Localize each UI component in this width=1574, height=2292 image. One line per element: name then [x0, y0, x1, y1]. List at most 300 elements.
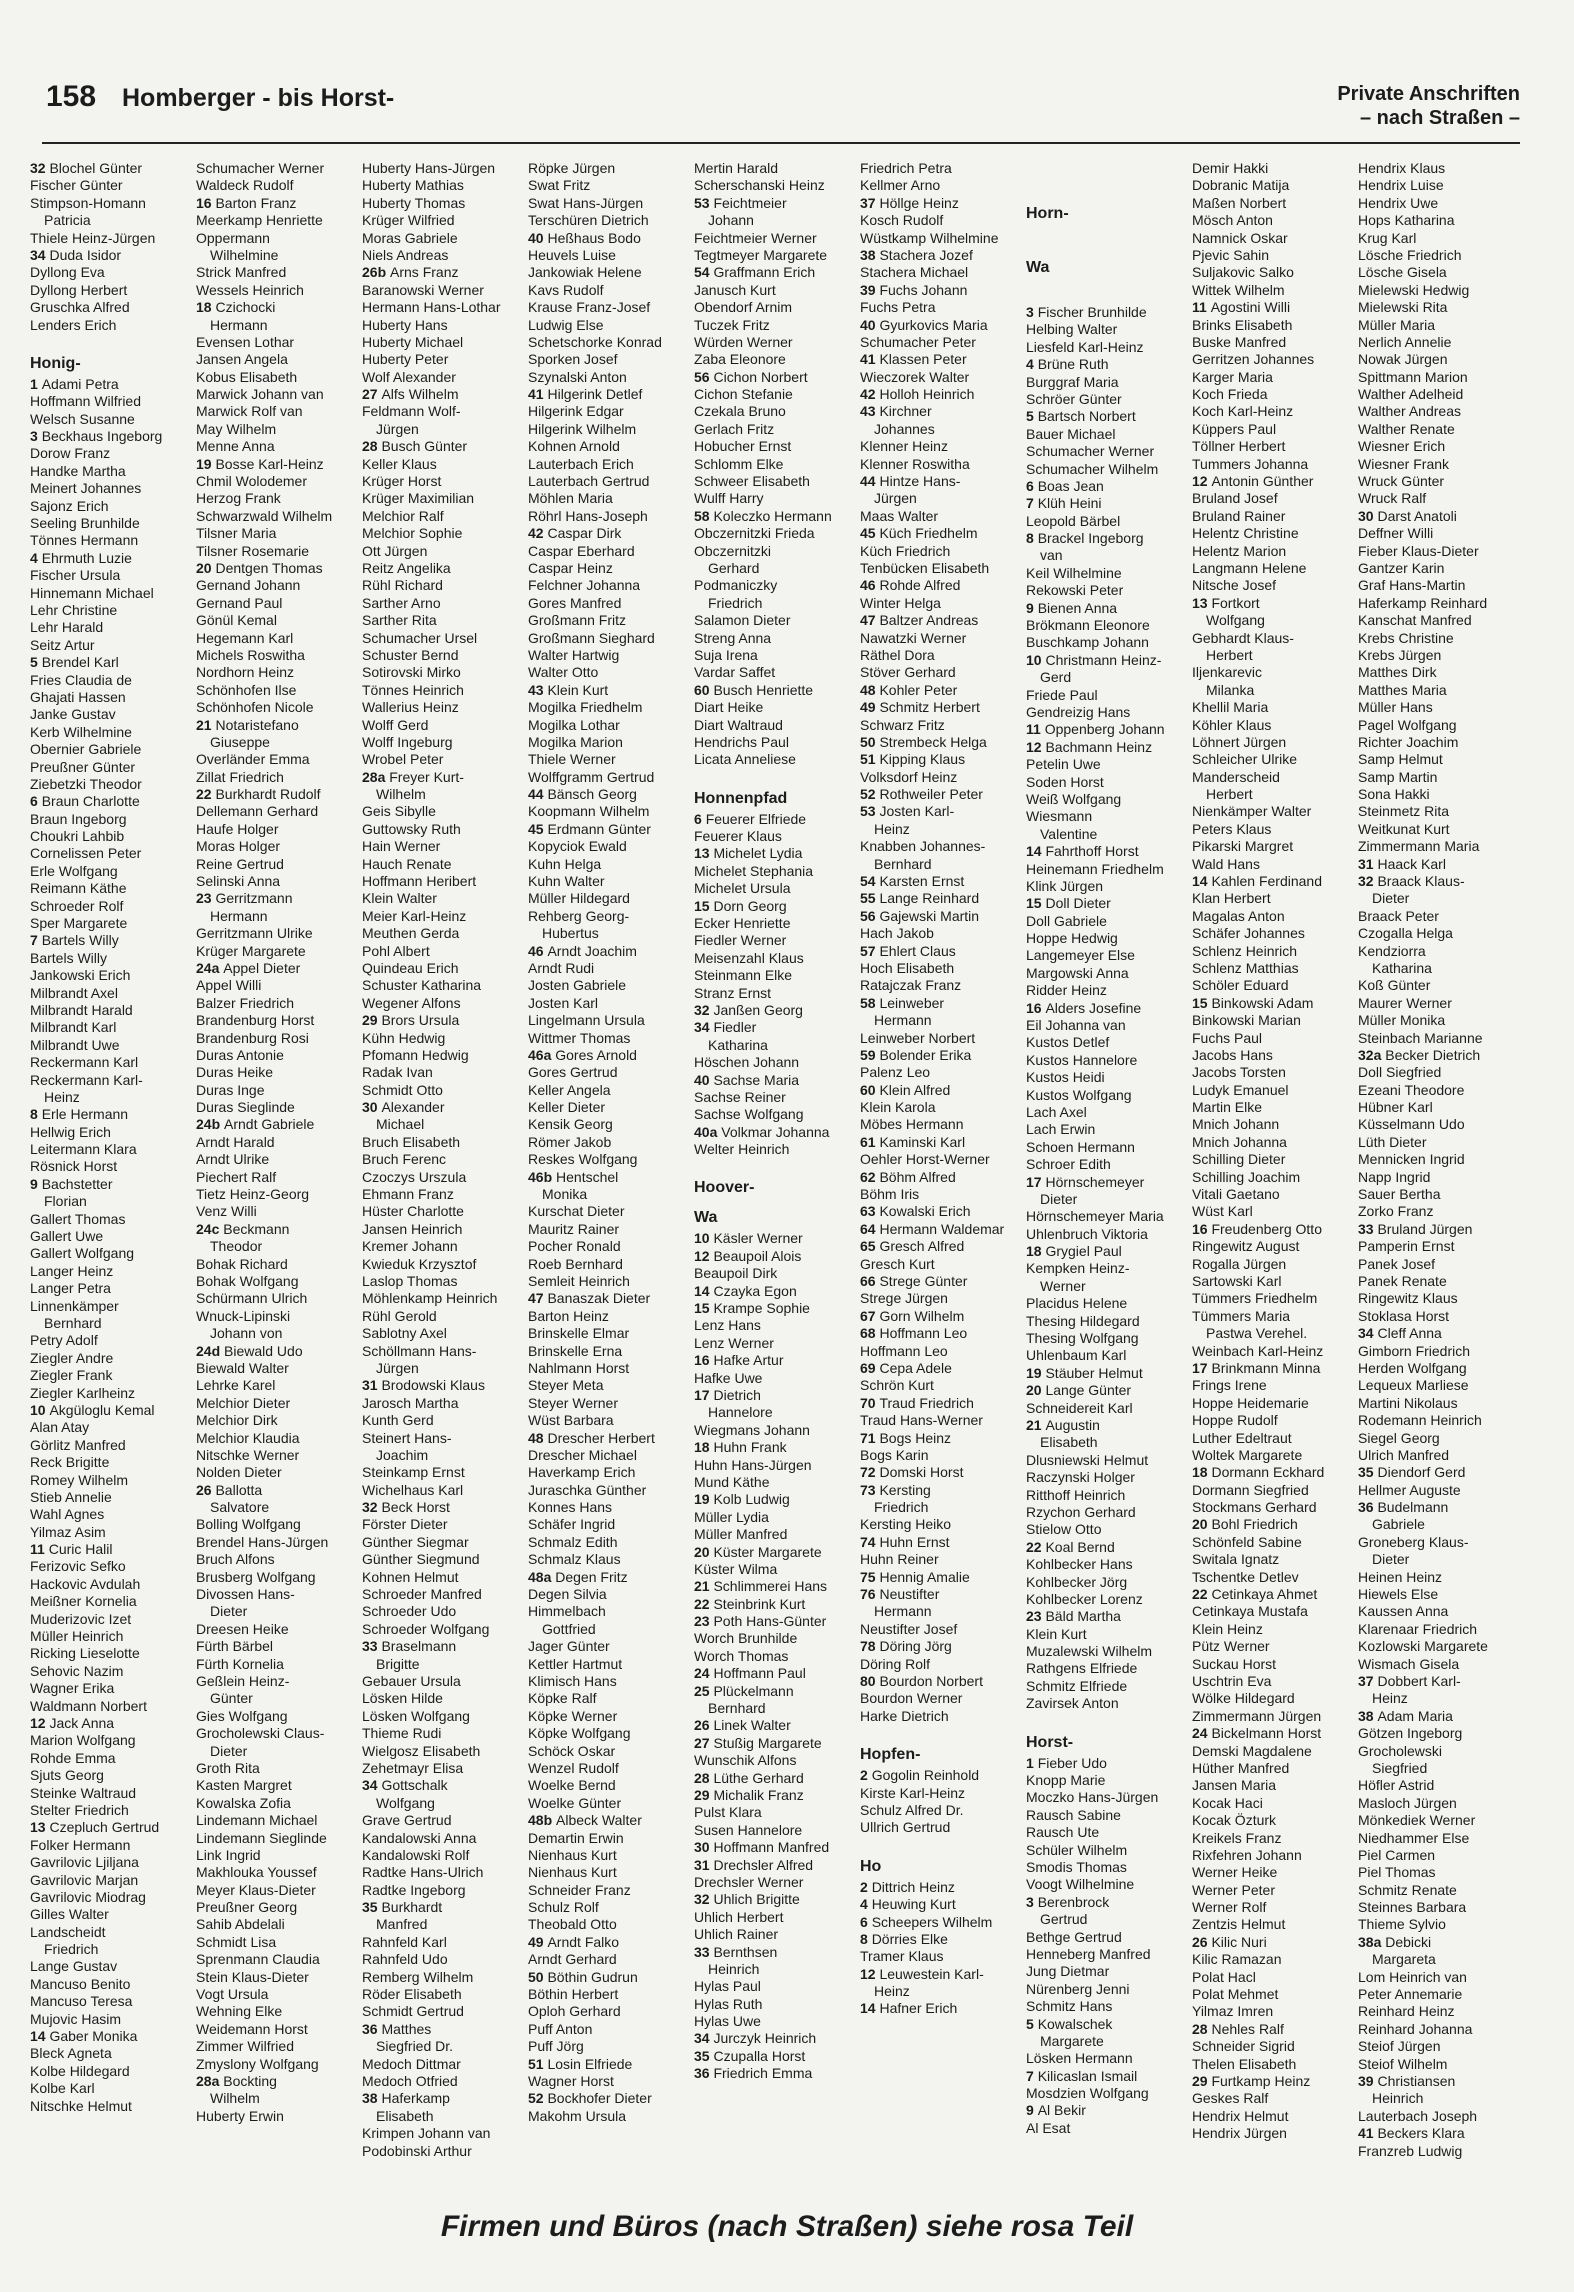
directory-entry: Müller Hans	[1358, 699, 1433, 716]
directory-entry: Klimisch Hans	[528, 1672, 617, 1689]
directory-entry: Krebs Jürgen	[1358, 646, 1442, 663]
directory-entry: Koch Karl-Heinz	[1192, 403, 1294, 420]
directory-entry: 34 Fiedler	[694, 1019, 757, 1036]
directory-entry: 16 Hafke Artur	[694, 1352, 784, 1369]
directory-entry: Manderscheid	[1192, 768, 1280, 785]
directory-entry: 71 Bogs Heinz	[860, 1429, 952, 1446]
directory-entry: 20 Dentgen Thomas	[196, 559, 323, 576]
street-subheading: Wa	[1026, 259, 1050, 276]
directory-entry: Tönnes Hermann	[30, 532, 139, 549]
directory-entry: 12 Bachmann Heinz	[1026, 738, 1153, 755]
directory-entry: 74 Huhn Ernst	[860, 1533, 950, 1550]
directory-entry: Hendrix Uwe	[1358, 194, 1439, 211]
directory-entry: Fiedler Werner	[694, 932, 787, 949]
directory-entry: Rogalla Jürgen	[1192, 1255, 1287, 1272]
directory-entry: Tegtmeyer Margarete	[694, 246, 828, 263]
directory-entry: 43 Klein Kurt	[528, 681, 609, 698]
directory-entry: Guttowsky Ruth	[362, 820, 461, 837]
directory-entry: Schuster Bernd	[362, 646, 459, 663]
directory-entry: 28a Freyer Kurt-	[362, 768, 464, 785]
entry-continuation: Wilhelm	[376, 786, 426, 803]
spacer	[30, 334, 188, 346]
directory-entry: Moczko Hans-Jürgen	[1026, 1789, 1159, 1806]
directory-entry: Ludwig Else	[528, 316, 604, 333]
directory-entry: Samp Martin	[1358, 768, 1438, 785]
directory-entry: Meisenzahl Klaus	[694, 949, 804, 966]
directory-entry: Bruch Ferenc	[362, 1151, 447, 1168]
directory-entry: Walther Renate	[1358, 420, 1455, 437]
entry-continuation: Friedrich	[874, 1499, 929, 1516]
directory-entry: Wielgosz Elisabeth	[362, 1742, 481, 1759]
directory-entry: 26 Kilic Nuri	[1192, 1933, 1267, 1950]
directory-entry: Gernand Paul	[196, 594, 283, 611]
directory-entry: Wüst Karl	[1192, 1203, 1253, 1220]
directory-entry: Köpke Werner	[528, 1707, 618, 1724]
directory-entry: Kohlbecker Lorenz	[1026, 1590, 1143, 1607]
directory-entry: 8 Brackel Ingeborg	[1026, 530, 1144, 547]
spacer	[1026, 1713, 1184, 1725]
directory-entry: Lösche Friedrich	[1358, 246, 1462, 263]
directory-entry: Krebs Christine	[1358, 629, 1454, 646]
directory-entry: Puff Anton	[528, 2020, 593, 2037]
directory-entry: Magalas Anton	[1192, 907, 1285, 924]
entry-continuation: Jürgen	[376, 1359, 419, 1376]
directory-entry: Hackovic Avdulah	[30, 1575, 141, 1592]
directory-entry: Klenner Roswitha	[860, 455, 970, 472]
directory-entry: 28 Lüthe Gerhard	[694, 1769, 804, 1786]
directory-entry: 24 Bickelmann Horst	[1192, 1725, 1322, 1742]
entry-continuation: Gottfried	[542, 1620, 596, 1637]
directory-entry: 4 Brüne Ruth	[1026, 356, 1109, 373]
directory-entry: 7 Bartels Willy	[30, 932, 119, 949]
entry-continuation: Heinrich	[1372, 2090, 1424, 2107]
directory-entry: Ringewitz Klaus	[1358, 1290, 1458, 1307]
directory-entry: Radtke Hans-Ulrich	[362, 1864, 484, 1881]
directory-entry: Marion Wolfgang	[30, 1732, 136, 1749]
directory-entry: Rathgens Elfriede	[1026, 1660, 1138, 1677]
directory-entry: Werner Rolf	[1192, 1899, 1267, 1916]
directory-entry: Huberty Peter	[362, 351, 449, 368]
directory-entry: Czogalla Helga	[1358, 925, 1453, 942]
directory-entry: Medoch Dittmar	[362, 2055, 461, 2072]
directory-entry: Lösken Wolfgang	[362, 1707, 470, 1724]
directory-entry: Keil Wilhelmine	[1026, 564, 1122, 581]
directory-entry: Geßlein Heinz-	[196, 1672, 290, 1689]
street-subheading: Wa	[694, 1209, 718, 1227]
directory-entry: Krüger Maximilian	[362, 490, 475, 507]
directory-entry: 69 Cepa Adele	[860, 1359, 952, 1376]
directory-entry: Fieber Klaus-Dieter	[1358, 542, 1479, 559]
directory-entry: Reck Brigitte	[30, 1454, 110, 1471]
directory-entry: 8 Erle Hermann	[30, 1106, 129, 1123]
directory-entry: 31 Haack Karl	[1358, 855, 1446, 872]
directory-entry: Kolbe Karl	[30, 2080, 95, 2097]
directory-entry: Zaba Eleonore	[694, 351, 786, 368]
directory-entry: Jacobs Torsten	[1192, 1064, 1286, 1081]
directory-entry: Heinemann Friedhelm	[1026, 860, 1164, 877]
directory-entry: Huberty Michael	[362, 333, 464, 350]
directory-entry: 53 Josten Karl-	[860, 803, 955, 820]
directory-entry: 18 Huhn Frank	[694, 1439, 787, 1456]
directory-entry: Hafke Uwe	[694, 1369, 763, 1386]
directory-entry: Lenz Werner	[694, 1334, 774, 1351]
directory-entry: Schüler Wilhelm	[1026, 1841, 1128, 1858]
directory-entry: Feldmann Wolf-	[362, 403, 461, 420]
directory-entry: Kustos Detlef	[1026, 1034, 1110, 1051]
directory-entry: Cichon Stefanie	[694, 386, 793, 403]
directory-entry: Romey Wilhelm	[30, 1471, 129, 1488]
directory-entry: Rekowski Peter	[1026, 582, 1124, 599]
directory-entry: Wolf Alexander	[362, 368, 456, 385]
directory-entry: Wiesner Erich	[1358, 438, 1446, 455]
directory-entry: Baranowski Werner	[362, 281, 484, 298]
directory-entry: 18 Czichocki	[196, 299, 276, 316]
directory-entry: Stelter Friedrich	[30, 1801, 129, 1818]
entry-continuation: Florian	[44, 1193, 87, 1210]
directory-entry: Wunschik Alfons	[694, 1752, 797, 1769]
directory-entry: Klink Jürgen	[1026, 877, 1104, 894]
directory-entry: Beaupoil Dirk	[694, 1265, 778, 1282]
directory-entry: Reitz Angelika	[362, 559, 451, 576]
directory-entry: Hops Katharina	[1358, 212, 1455, 229]
directory-entry: 40 Heßhaus Bodo	[528, 229, 641, 246]
directory-entry: 32 Beck Horst	[362, 1499, 450, 1516]
directory-entry: Nienkämper Walter	[1192, 803, 1312, 820]
directory-entry: Gallert Wolfgang	[30, 1245, 135, 1262]
directory-entry: 38 Haferkamp	[362, 2090, 450, 2107]
directory-entry: Licata Anneliese	[694, 751, 796, 768]
directory-entry: Huhn Hans-Jürgen	[694, 1456, 812, 1473]
directory-entry: 33 Bernthsen	[694, 1943, 778, 1960]
directory-entry: Konnes Hans	[528, 1499, 613, 1516]
directory-entry: 12 Beaupoil Alois	[694, 1247, 802, 1264]
directory-entry: Gerritzmann Ulrike	[196, 925, 313, 942]
directory-column-4	[528, 160, 686, 2125]
directory-entry: 38 Adam Maria	[1358, 1707, 1453, 1724]
street-heading: Hoover-	[694, 1179, 755, 1197]
directory-entry: Mancuso Benito	[30, 1975, 131, 1992]
entry-continuation: Patricia	[44, 212, 91, 229]
directory-entry: Wald Hans	[1192, 855, 1260, 872]
directory-entry: 66 Strege Günter	[860, 1273, 968, 1289]
directory-entry: Hoffmann Heribert	[362, 873, 477, 890]
directory-entry: Lange Gustav	[30, 1958, 118, 1975]
entry-continuation: Heinz	[44, 1088, 80, 1105]
directory-entry: Rodemann Heinrich	[1358, 1412, 1482, 1429]
directory-entry: Winter Helga	[860, 594, 941, 611]
directory-entry: 63 Kowalski Erich	[860, 1203, 971, 1220]
directory-entry: Polat Hacl	[1192, 1968, 1256, 1985]
directory-entry: Jankowiak Helene	[528, 264, 642, 281]
directory-entry: Overländer Emma	[196, 751, 310, 768]
directory-entry: Nienhaus Kurt	[528, 1846, 617, 1863]
entry-continuation: Hubertus	[542, 925, 599, 942]
spacer	[1026, 160, 1184, 172]
directory-entry: Knabben Johannes-	[860, 838, 986, 855]
street-heading: Honig-	[30, 354, 81, 372]
directory-entry: Wulff Harry	[694, 490, 764, 507]
directory-entry: Petelin Uwe	[1026, 756, 1101, 773]
directory-entry: Bartels Willy	[30, 949, 108, 966]
entry-continuation: Heinrich	[708, 1960, 760, 1977]
directory-entry: Klein Walter	[362, 890, 437, 907]
directory-entry: Rahnfeld Udo	[362, 1951, 448, 1968]
directory-entry: Schöler Eduard	[1192, 977, 1289, 994]
directory-entry: Yilmaz Asim	[30, 1523, 106, 1540]
directory-entry: Mancuso Teresa	[30, 1993, 133, 2010]
directory-entry: Drechsler Werner	[694, 1873, 804, 1890]
directory-entry: Oehler Horst-Werner	[860, 1151, 990, 1168]
directory-columns	[30, 160, 1530, 2160]
directory-entry: Ott Jürgen	[362, 542, 428, 559]
directory-entry: Gernand Johann	[196, 577, 301, 594]
spacer	[1026, 280, 1184, 292]
directory-entry: Harke Dietrich	[860, 1707, 949, 1724]
directory-entry: Niels Andreas	[362, 246, 449, 263]
directory-entry: Kustos Wolfgang	[1026, 1086, 1132, 1103]
directory-entry: 21 Schlimmerei Hans	[694, 1578, 828, 1595]
directory-entry: Koß Günter	[1358, 977, 1431, 994]
directory-entry: 30 Darst Anatoli	[1358, 507, 1457, 524]
directory-entry: Gruschka Alfred	[30, 299, 130, 316]
directory-entry: Geskes Ralf	[1192, 2090, 1269, 2107]
directory-entry: Caspar Heinz	[528, 559, 613, 576]
directory-entry: Rausch Sabine	[1026, 1806, 1121, 1823]
directory-entry: Müller Hildegard	[528, 890, 630, 907]
directory-entry: 5 Kowalschek	[1026, 2015, 1113, 2032]
directory-entry: Klarenaar Friedrich	[1358, 1620, 1478, 1637]
directory-entry: Matthes Dirk	[1358, 664, 1437, 681]
directory-entry: Handke Martha	[30, 462, 126, 479]
directory-entry: 24d Biewald Udo	[196, 1342, 303, 1359]
directory-entry: Dobranic Matija	[1192, 177, 1290, 194]
directory-entry: Sarther Rita	[362, 612, 437, 629]
directory-entry: 3 Berenbrock	[1026, 1893, 1110, 1910]
directory-entry: Czekala Bruno	[694, 403, 786, 420]
directory-entry: Pulst Klara	[694, 1804, 762, 1821]
directory-entry: Gerlach Fritz	[694, 420, 775, 437]
directory-entry: Franzreb Ludwig	[1358, 2142, 1463, 2159]
directory-entry: Podmaniczky	[694, 577, 778, 594]
directory-entry: 35 Diendorf Gerd	[1358, 1464, 1466, 1481]
directory-entry: Sarther Arno	[362, 594, 441, 611]
directory-entry: Schumacher Peter	[860, 333, 976, 350]
entry-continuation: Wilhelm	[210, 2090, 260, 2107]
directory-entry: Schumacher Ursel	[362, 629, 478, 646]
directory-entry: Karger Maria	[1192, 368, 1273, 385]
directory-column-7	[1026, 160, 1184, 2137]
spacer	[1026, 292, 1184, 304]
entry-continuation: Milanka	[1206, 681, 1255, 698]
directory-entry: Römer Jakob	[528, 1133, 612, 1150]
directory-entry: Nitsche Josef	[1192, 577, 1277, 594]
directory-entry: 52 Bockhofer Dieter	[528, 2090, 652, 2107]
entry-continuation: Herbert	[1206, 786, 1253, 803]
directory-entry: Lach Erwin	[1026, 1121, 1096, 1138]
street-subheading: Ho	[860, 1857, 882, 1875]
entry-continuation: Salvatore	[210, 1499, 270, 1516]
directory-entry: Ritthoff Heinrich	[1026, 1486, 1126, 1503]
directory-entry: 54 Graffmann Erich	[694, 264, 816, 281]
directory-entry: Pikarski Margret	[1192, 838, 1294, 855]
directory-entry: Semleit Heinrich	[528, 1273, 630, 1289]
directory-entry: 23 Bäld Martha	[1026, 1608, 1121, 1625]
directory-entry: Kremer Johann	[362, 1238, 458, 1255]
directory-entry: Huberty Erwin	[196, 2107, 284, 2124]
spacer	[694, 1158, 852, 1170]
directory-entry: Schilling Dieter	[1192, 1151, 1286, 1168]
directory-entry: Kirste Karl-Heinz	[860, 1784, 966, 1801]
directory-entry: Duras Heike	[196, 1064, 274, 1081]
directory-entry: Henneberg Manfred	[1026, 1945, 1151, 1962]
directory-entry: 46 Arndt Joachim	[528, 942, 637, 959]
directory-entry: Kolbe Hildegard	[30, 2062, 130, 2079]
directory-entry: Krimpen Johann van	[362, 2125, 491, 2142]
directory-entry: Bethge Gertrud	[1026, 1928, 1122, 1945]
directory-entry: Zmyslony Wolfgang	[196, 2055, 319, 2072]
directory-entry: 65 Gresch Alfred	[860, 1238, 965, 1255]
directory-entry: Worch Thomas	[694, 1647, 789, 1664]
directory-entry: Kaussen Anna	[1358, 1603, 1449, 1620]
directory-entry: Vitali Gaetano	[1192, 1186, 1280, 1203]
directory-entry: Günther Siegmar	[362, 1533, 469, 1550]
directory-entry: Melchior Ralf	[362, 507, 444, 524]
directory-entry: Grocholewski	[1358, 1742, 1443, 1759]
directory-entry: Herzog Frank	[196, 490, 281, 507]
directory-entry: Rösnick Horst	[30, 1158, 118, 1175]
directory-entry: Graf Hans-Martin	[1358, 577, 1466, 594]
directory-entry: Feuerer Klaus	[694, 828, 782, 845]
directory-entry: Zimmermann Jürgen	[1192, 1707, 1322, 1724]
directory-entry: Soden Horst	[1026, 773, 1104, 790]
directory-entry: Schmalz Klaus	[528, 1551, 621, 1568]
directory-entry: Appel Willi	[196, 977, 262, 994]
directory-entry: 30 Alexander	[362, 1099, 445, 1116]
entry-continuation: Johannes	[874, 420, 935, 437]
directory-entry: 29 Michalik Franz	[694, 1786, 804, 1803]
entry-continuation: Johann von	[210, 1325, 283, 1342]
directory-entry: Gerritzen Johannes	[1192, 351, 1315, 368]
directory-entry: Kowalska Zofia	[196, 1794, 291, 1811]
directory-entry: Schroeder Wolfgang	[362, 1620, 490, 1637]
directory-entry: Meißner Kornelia	[30, 1593, 137, 1610]
directory-entry: Keller Klaus	[362, 455, 437, 472]
directory-entry: Schroeder Udo	[362, 1603, 457, 1620]
directory-entry: Stieb Annelie	[30, 1488, 112, 1505]
directory-entry: Görlitz Manfred	[30, 1436, 126, 1453]
directory-entry: Sporken Josef	[528, 351, 618, 368]
directory-entry: Gies Wolfgang	[196, 1707, 288, 1724]
directory-entry: 72 Domski Horst	[860, 1464, 964, 1481]
directory-entry: Bruch Alfons	[196, 1551, 275, 1568]
directory-entry: Wegener Alfons	[362, 994, 461, 1011]
directory-entry: 44 Bänsch Georg	[528, 786, 637, 803]
directory-entry: 62 Böhm Alfred	[860, 1168, 956, 1185]
directory-entry: Kocak Haci	[1192, 1794, 1263, 1811]
directory-entry: 80 Bourdon Norbert	[860, 1672, 983, 1689]
directory-entry: 32a Becker Dietrich	[1358, 1046, 1481, 1063]
directory-entry: Makohm Ursula	[528, 2107, 627, 2124]
directory-entry: Hilgerink Wilhelm	[528, 420, 637, 437]
directory-entry: Nürenberg Jenni	[1026, 1980, 1130, 1997]
directory-entry: 2 Gogolin Reinhold	[860, 1767, 980, 1784]
directory-entry: Alan Atay	[30, 1419, 90, 1436]
directory-entry: Gallert Thomas	[30, 1210, 126, 1227]
entry-continuation: Bernhard	[44, 1315, 102, 1331]
directory-entry: Krause Franz-Josef	[528, 299, 651, 316]
directory-entry: Friedrich Petra	[860, 160, 952, 176]
directory-entry: 19 Kolb Ludwig	[694, 1491, 790, 1508]
directory-entry: Raczynski Holger	[1026, 1469, 1135, 1486]
directory-entry: Venz Willi	[196, 1203, 257, 1220]
directory-entry: 15 Krampe Sophie	[694, 1300, 810, 1317]
directory-entry: 58 Koleczko Hermann	[694, 507, 832, 524]
directory-entry: Fuchs Paul	[1192, 1029, 1263, 1046]
directory-entry: Gantzer Karin	[1358, 559, 1445, 576]
entry-continuation: Johann	[708, 212, 754, 229]
directory-entry: 33 Bruland Jürgen	[1358, 1220, 1473, 1237]
directory-entry: 56 Cichon Norbert	[694, 368, 808, 385]
directory-entry: 34 Duda Isidor	[30, 246, 122, 263]
directory-entry: Tilsner Rosemarie	[196, 542, 310, 559]
directory-entry: Medoch Otfried	[362, 2072, 458, 2089]
entry-continuation: Günter	[210, 1690, 253, 1707]
directory-entry: Mösch Anton	[1192, 212, 1273, 229]
directory-entry: 38 Stachera Jozef	[860, 246, 973, 263]
directory-entry: Kocak Özturk	[1192, 1812, 1277, 1829]
directory-entry: 48b Albeck Walter	[528, 1812, 642, 1829]
directory-entry: Haferkamp Reinhard	[1358, 594, 1488, 611]
directory-entry: 26 Linek Walter	[694, 1717, 791, 1734]
directory-entry: Pocher Ronald	[528, 1238, 621, 1255]
directory-entry: Preußner Günter	[30, 758, 136, 775]
directory-entry: 30 Hoffmann Manfred	[694, 1839, 830, 1856]
directory-entry: Lindemann Sieglinde	[196, 1829, 327, 1846]
directory-entry: Vogt Ursula	[196, 1986, 269, 2003]
directory-entry: Milbrandt Uwe	[30, 1036, 120, 1053]
directory-entry: Steinmetz Rita	[1358, 803, 1450, 820]
directory-entry: Mennicken Ingrid	[1358, 1151, 1465, 1168]
directory-entry: Hylas Paul	[694, 1978, 761, 1995]
directory-entry: 28a Bockting	[196, 2072, 277, 2089]
directory-entry: 18 Grygiel Paul	[1026, 1243, 1122, 1260]
directory-entry: Schumacher Werner	[196, 160, 325, 176]
entry-continuation: Jürgen	[376, 420, 419, 437]
directory-entry: 46 Rohde Alfred	[860, 577, 961, 594]
directory-entry: Gavrilovic Ljiljana	[30, 1854, 139, 1871]
directory-entry: 14 Hafner Erich	[860, 2000, 958, 2017]
directory-entry: Link Ingrid	[196, 1846, 261, 1863]
directory-entry: Dyllong Eva	[30, 264, 105, 281]
directory-entry: 32 Janßen Georg	[694, 1001, 803, 1018]
directory-entry: Kasten Margret	[196, 1777, 292, 1794]
directory-entry: Steinbach Marianne	[1358, 1029, 1483, 1046]
directory-entry: Pagel Wolfgang	[1358, 716, 1457, 733]
directory-entry: Lach Axel	[1026, 1103, 1087, 1120]
directory-entry: Wieczorek Walter	[860, 368, 970, 385]
directory-entry: Schönfeld Sabine	[1192, 1533, 1302, 1550]
directory-entry: 13 Fortkort	[1192, 594, 1260, 611]
directory-entry: Steinnes Barbara	[1358, 1899, 1467, 1916]
directory-entry: Piel Thomas	[1358, 1864, 1436, 1881]
directory-entry: 19 Stäuber Helmut	[1026, 1364, 1143, 1381]
directory-entry: Köpke Ralf	[528, 1690, 597, 1707]
directory-entry: Wittmer Thomas	[528, 1029, 631, 1046]
entry-continuation: Gerd	[1040, 669, 1072, 686]
directory-entry: Möhlenkamp Heinrich	[362, 1290, 498, 1307]
directory-entry: Waldmann Norbert	[30, 1697, 147, 1714]
directory-entry: Obendorf Arnim	[694, 299, 793, 316]
